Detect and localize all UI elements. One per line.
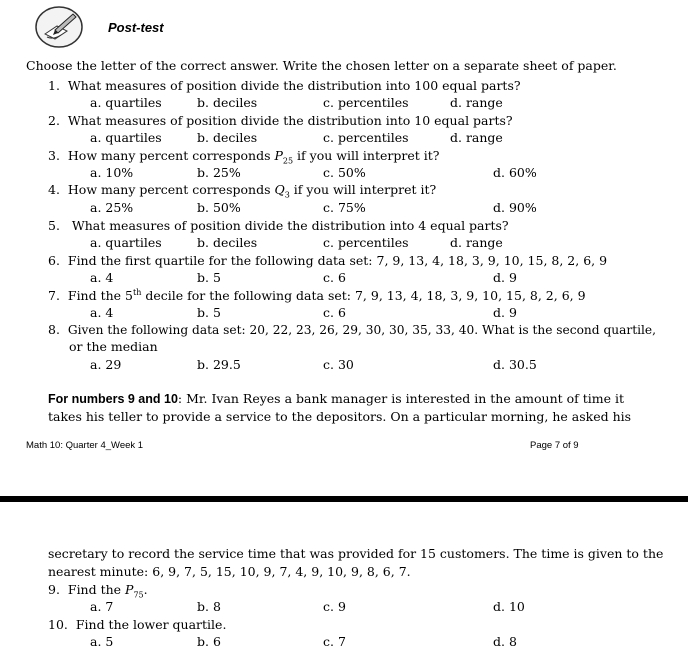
option-a: a. 10% — [90, 165, 134, 180]
question-text: What measures of position divide the distribution into 10 equal parts? — [67, 113, 513, 128]
option-d: d. 9 — [493, 270, 517, 285]
pencil-on-paper-icon — [33, 4, 85, 54]
option-d: d. 9 — [493, 305, 517, 320]
option-a: a. 4 — [90, 305, 114, 320]
question-8 — [48, 322, 656, 337]
question-number: 3. — [48, 148, 60, 163]
option-b: b. 50% — [197, 200, 241, 215]
option-b: b. deciles — [197, 95, 258, 110]
option-c: c. 6 — [323, 305, 346, 320]
option-d: d. 60% — [493, 165, 537, 180]
question-3 — [48, 148, 439, 166]
footer-left: Math 10: Quarter 4_Week 1 — [26, 440, 144, 451]
option-a: a. 25% — [90, 200, 134, 215]
question-text-end: . — [143, 582, 148, 597]
option-b: b. 5 — [197, 305, 221, 320]
page-separator — [0, 496, 688, 502]
option-c: c. 30 — [323, 357, 354, 372]
option-b: b. 25% — [197, 165, 241, 180]
option-a: a. quartiles — [90, 95, 162, 110]
question-number: 9. — [48, 582, 60, 597]
subscript: 3 — [284, 190, 290, 200]
question-text-continued: or the median — [69, 339, 158, 354]
page2-line-2: nearest minute: 6, 9, 7, 5, 15, 10, 9, 7, 4, 9, 10, 9, 8, 6, 7. — [48, 564, 411, 579]
option-d: d. range — [450, 95, 503, 110]
question-number: 5. — [48, 218, 60, 233]
scenario-line-1 — [48, 391, 624, 406]
option-c: c. 50% — [323, 165, 366, 180]
scenario-line-2: takes his teller to provide a service to the depositors. On a particular morning, he asked his — [48, 409, 632, 424]
option-a: a. quartiles — [90, 130, 162, 145]
question-1 — [48, 78, 521, 93]
option-d: d. range — [450, 235, 503, 250]
question-10 — [48, 617, 226, 632]
question-text: Find the first quartile for the following data set: 7, 9, 13, 4, 18, 3, 9, 10, 15, 8, 2, 6, 9 — [67, 253, 608, 268]
scenario-bold-label: For numbers 9 and 10 — [48, 392, 178, 406]
option-a: a. 7 — [90, 599, 114, 614]
question-number: 2. — [48, 113, 60, 128]
option-b: b. deciles — [197, 130, 258, 145]
option-b: b. 8 — [197, 599, 221, 614]
question-6 — [48, 253, 607, 268]
option-a: a. 5 — [90, 634, 114, 649]
question-9 — [48, 582, 148, 600]
page-title: Post-test — [108, 20, 164, 35]
question-text: What measures of position divide the distribution into 100 equal parts? — [67, 78, 521, 93]
superscript: th — [133, 288, 142, 297]
question-text-end: if you will interpret it? — [293, 148, 440, 163]
question-text: Find the lower quartile. — [75, 617, 227, 632]
question-text-end: decile for the following data set: 7, 9, 13, 4, 18, 3, 9, 10, 15, 8, 2, 6, 9 — [141, 288, 586, 304]
symbol: Q — [274, 182, 285, 197]
option-c: c. percentiles — [323, 130, 409, 145]
option-c: c. 9 — [323, 599, 346, 614]
option-d: d. range — [450, 130, 503, 145]
option-a: a. 4 — [90, 270, 114, 285]
question-text-end: if you will interpret it? — [289, 182, 437, 197]
option-d: d. 10 — [493, 599, 525, 614]
question-text: Given the following data set: 20, 22, 23, 26, 29, 30, 30, 35, 33, 40. What is the second quartile, — [67, 323, 656, 337]
option-b: b. 29.5 — [197, 357, 241, 372]
option-b: b. 5 — [197, 270, 221, 285]
option-b: b. deciles — [197, 235, 258, 250]
scenario-text: : Mr. Ivan Reyes a bank manager is interested in the amount of time it — [177, 391, 625, 406]
question-text: How many percent corresponds — [67, 148, 275, 163]
question-text: What measures of position divide the distribution into 4 equal parts? — [71, 218, 509, 233]
option-c: c. 6 — [323, 270, 346, 285]
question-text: Find the 5 — [67, 288, 133, 304]
question-4 — [48, 182, 436, 200]
question-number: 1. — [48, 78, 60, 93]
question-number: 6. — [48, 253, 60, 268]
page2-line-1: secretary to record the service time that was provided for 15 customers. The time is given to the — [48, 546, 664, 561]
option-c: c. percentiles — [323, 235, 409, 250]
option-a: a. quartiles — [90, 235, 162, 250]
question-text: How many percent corresponds — [67, 182, 275, 197]
question-text: Find the — [67, 582, 126, 597]
question-7 — [48, 288, 586, 303]
instruction-text: Choose the letter of the correct answer. Write the chosen letter on a separate sheet of paper. — [26, 58, 617, 73]
option-b: b. 6 — [197, 634, 221, 649]
question-number: 10. — [48, 617, 68, 632]
option-d: d. 30.5 — [493, 357, 537, 372]
option-a: a. 29 — [90, 357, 122, 372]
subscript: 75 — [133, 590, 144, 600]
option-c: c. 75% — [323, 200, 366, 215]
option-d: d. 8 — [493, 634, 517, 649]
option-d: d. 90% — [493, 200, 537, 215]
subscript: 25 — [282, 156, 294, 166]
option-c: c. 7 — [323, 634, 346, 649]
question-5 — [48, 218, 509, 233]
question-number: 7. — [48, 288, 60, 304]
question-2 — [48, 113, 513, 128]
symbol: P — [274, 148, 283, 163]
option-c: c. percentiles — [323, 95, 409, 110]
question-number: 8. — [48, 322, 60, 337]
question-number: 4. — [48, 182, 60, 197]
footer-page-number: Page 7 of 9 — [530, 440, 579, 451]
symbol: P — [125, 582, 134, 597]
